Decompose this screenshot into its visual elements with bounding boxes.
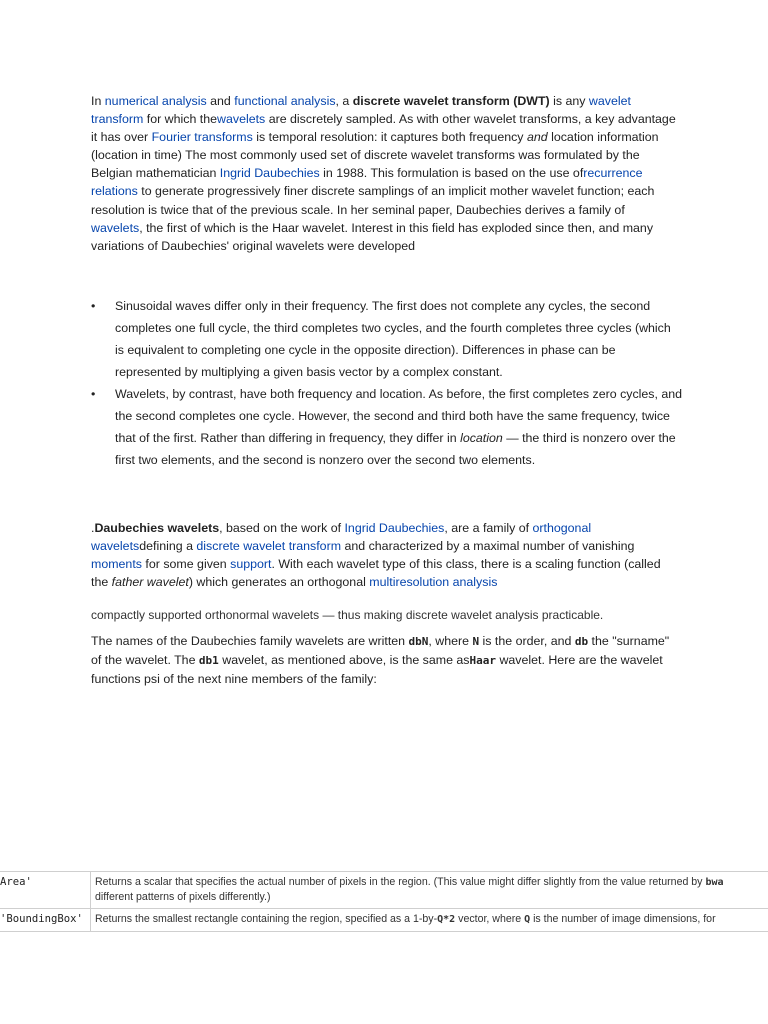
text: Wavelets, by contrast, have both frequency and location. As before, the first completes zero cycles, and the second completes one cycle. However, the second and third both have the same frequency, twice that of the first. Rather than differing in frequency, they differ in [115, 387, 683, 445]
text: , a [335, 94, 353, 108]
table-row [0, 909, 768, 932]
code-db1: db1 [198, 654, 219, 668]
property-name: 'BoundingBox' [0, 913, 83, 925]
link-wavelet-transform[interactable]: wavelet transform [91, 94, 631, 127]
text: wavelet, as mentioned above, is the same as [218, 653, 470, 668]
text: Sinusoidal waves differ only in their frequency. The first does not complete any cycles, the second completes one full cycle, the third completes two cycles, and the fourth completes three cycles (which is equivalent to completing one cycle in the opposite direction). Differences in phase can be represented by multiplying a given basis vector by a complex constant. [115, 299, 671, 379]
link-functional-analysis[interactable]: functional analysis [234, 94, 336, 108]
text: In [91, 94, 105, 108]
text: and [206, 94, 235, 108]
link-wavelets-2[interactable]: wavelets [91, 220, 140, 235]
comparison-list [91, 295, 683, 471]
code-n: N [472, 635, 480, 648]
text: is temporal resolution: it captures both frequency [252, 130, 527, 145]
text: — the third is nonzero over the first two elements, and the second is nonzero over the second two elements. [115, 431, 676, 467]
text: wavelet. Here are the wavelet functions psi of the next nine members of the family: [91, 653, 663, 687]
list-item [91, 295, 683, 383]
code-haar: Haar [469, 654, 497, 668]
text: are discretely sampled. As with other wavelet transforms, a key advantage it has over [91, 112, 676, 145]
emphasis: location [460, 431, 503, 445]
emphasis: father wavelet [111, 575, 189, 590]
link-ingrid-daubechies-2[interactable]: Ingrid Daubechies [344, 521, 445, 535]
text: for some given [141, 557, 231, 572]
link-ingrid-daubechies[interactable]: Ingrid Daubechies [219, 166, 320, 181]
code-q: Q [524, 914, 531, 925]
compact-support-note: compactly supported orthonormal wavelets — thus making discrete wavelet analysis practicable. [91, 608, 604, 622]
emphasis: and [526, 130, 548, 145]
properties-table [0, 871, 768, 932]
text: . [91, 521, 95, 535]
link-recurrence-relations[interactable]: recurrence relations [91, 166, 643, 199]
text: , the first of which is the Haar wavelet. Interest in this field has exploded since then, and many variations of Daubechies' original wavelets were developed [91, 220, 654, 253]
text: is any [549, 94, 589, 108]
text: is the order, and [479, 634, 575, 648]
text: for which the [143, 112, 218, 127]
text: . With each wavelet type of this class, there is a scaling function (called the [91, 557, 661, 590]
code-db: db [574, 635, 589, 648]
term-dwt: discrete wavelet transform (DWT) [352, 94, 550, 108]
link-discrete-wavelet-transform[interactable]: discrete wavelet transform [196, 539, 342, 554]
property-name: Area' [0, 876, 32, 888]
daubechies-paragraph [91, 519, 676, 591]
code-dbn: dbN [408, 635, 429, 648]
text: , are a family of [444, 521, 533, 535]
text: defining a [139, 539, 197, 554]
text: location information (location in time) The most commonly used set of discrete wavelet transforms was formulated by the Belgian mathematician [91, 130, 659, 181]
link-wavelets[interactable]: wavelets [217, 112, 266, 127]
code-q2: Q*2 [437, 914, 456, 925]
link-support[interactable]: support [230, 557, 272, 572]
table-row [0, 872, 768, 909]
text: is the number of image dimensions, for [530, 913, 716, 925]
text: and characterized by a maximal number of vanishing [341, 539, 635, 554]
text: Returns the smallest rectangle containing the region, specified as a 1-by- [95, 913, 438, 925]
property-description-cell [91, 872, 768, 909]
text: in 1988. This formulation is based on the use of [319, 166, 584, 181]
list-item [91, 383, 683, 471]
names-paragraph [91, 632, 676, 688]
text: The names of the Daubechies family wavelets are written [91, 634, 409, 648]
property-name-cell [0, 909, 91, 932]
text: ) which generates an orthogonal [188, 575, 370, 590]
code-bwa: bwa [705, 877, 724, 888]
link-moments[interactable]: moments [91, 557, 142, 572]
link-numerical-analysis[interactable]: numerical analysis [104, 94, 207, 108]
term-daubechies-wavelets: Daubechies wavelets [94, 521, 220, 535]
text: different patterns of pixels differently.) [95, 891, 271, 903]
property-name-cell [0, 872, 91, 909]
text: Returns a scalar that specifies the actual number of pixels in the region. (This value might differ slightly from the value returned by [95, 876, 706, 888]
text: , based on the work of [219, 521, 345, 535]
link-fourier-transforms[interactable]: Fourier transforms [151, 130, 253, 145]
text: to generate progressively finer discrete samplings of an implicit mother wavelet function; each resolution is twice that of the previous scale. In her seminal paper, Daubechies derives a family of [91, 184, 655, 217]
intro-paragraph [91, 92, 676, 255]
text: the "surname" of the wavelet. The [91, 634, 670, 668]
text: vector, where [455, 913, 525, 925]
text: , where [428, 634, 473, 648]
link-multiresolution-analysis[interactable]: multiresolution analysis [369, 575, 498, 590]
property-description-cell [91, 909, 768, 932]
link-orthogonal-wavelets[interactable]: orthogonal wavelets [91, 521, 592, 554]
